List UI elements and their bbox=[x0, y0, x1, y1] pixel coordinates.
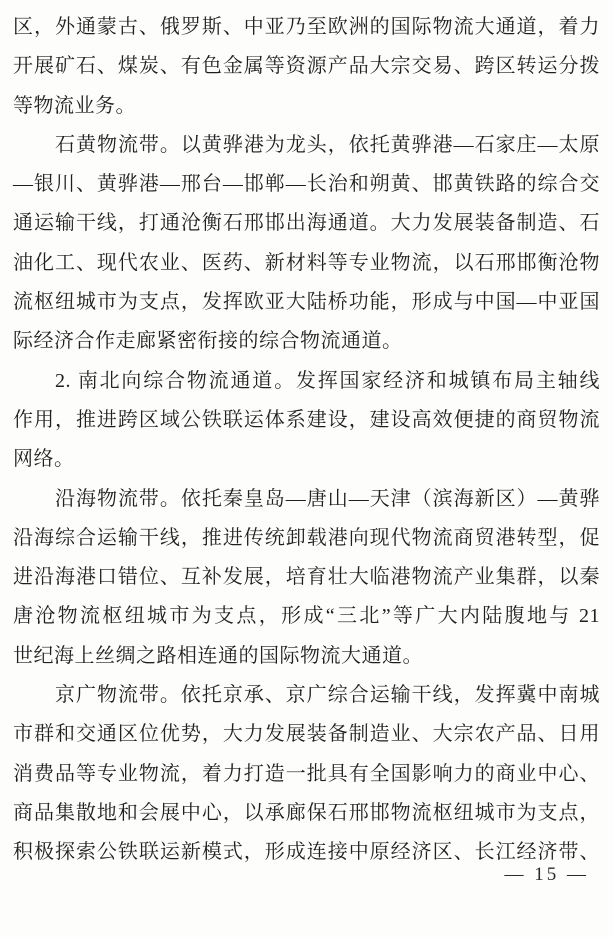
text-line: 唐沧物流枢纽城市为支点，形成“三北”等广大内陆腹地与 21 bbox=[13, 605, 600, 628]
text-line: 进沿海港口错位、互补发展，培育壮大临港物流产业集群，以秦 bbox=[13, 566, 600, 589]
text-line: 流枢纽城市为支点，发挥欧亚大陆桥功能，形成与中国—中亚国 bbox=[13, 291, 600, 314]
text-line: 石黄物流带。以黄骅港为龙头，依托黄骅港—石家庄—太原 bbox=[55, 133, 600, 156]
text-line: —银川、黄骅港—邢台—邯郸—长治和朔黄、邯黄铁路的综合交 bbox=[13, 173, 600, 196]
page-number: — 15 — bbox=[504, 864, 589, 885]
text-line: 沿海综合运输干线，推进传统卸载港向现代物流商贸港转型，促 bbox=[13, 526, 600, 549]
text-line: 际经济合作走廊紧密衔接的综合物流通道。 bbox=[13, 330, 403, 353]
text-line: 商品集散地和会展中心，以承廊保石邢邯物流枢纽城市为支点， bbox=[13, 801, 600, 824]
text-line: 积极探索公铁联运新模式，形成连接中原经济区、长江经济带、 bbox=[13, 841, 600, 864]
text-line: 市群和交通区位优势，大力发展装备制造业、大宗农产品、日用 bbox=[13, 723, 600, 746]
text-line: 世纪海上丝绸之路相连通的国际物流大通道。 bbox=[13, 644, 423, 667]
text-line: 网络。 bbox=[13, 448, 75, 471]
text-line: 通运输干线，打通沧衡石邢邯出海通道。大力发展装备制造、石 bbox=[13, 212, 600, 235]
text-line: 开展矿石、煤炭、有色金属等资源产品大宗交易、跨区转运分拨 bbox=[13, 55, 600, 78]
text-line: 京广物流带。依托京承、京广综合运输干线，发挥冀中南城 bbox=[55, 684, 600, 707]
text-line: 区，外通蒙古、俄罗斯、中亚乃至欧洲的国际物流大通道，着力 bbox=[13, 16, 600, 38]
text-line: 2. 南北向综合物流通道。发挥国家经济和城镇布局主轴线 bbox=[55, 369, 600, 392]
document-body bbox=[13, 8, 600, 873]
text-line: 消费品等专业物流，着力打造一批具有全国影响力的商业中心、 bbox=[13, 762, 600, 785]
text-line: 沿海物流带。依托秦皇岛—唐山—天津（滨海新区）—黄骅 bbox=[55, 487, 600, 510]
text-line: 油化工、现代农业、医药、新材料等专业物流，以石邢邯衡沧物 bbox=[13, 251, 600, 274]
text-line: 等物流业务。 bbox=[13, 94, 136, 117]
text-line: 作用，推进跨区域公铁联运体系建设，建设高效便捷的商贸物流 bbox=[13, 408, 600, 431]
